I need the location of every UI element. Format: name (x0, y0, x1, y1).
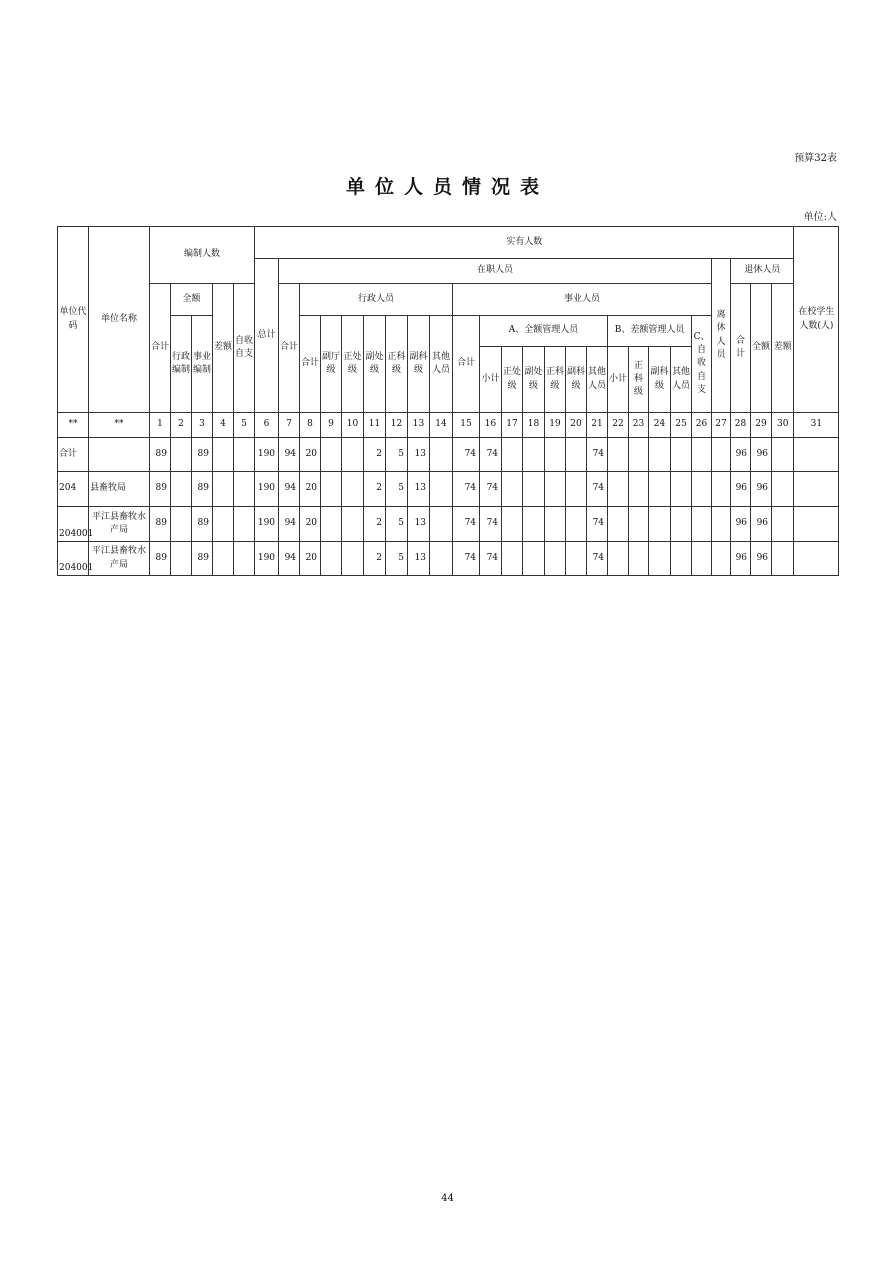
value-cell (545, 438, 566, 472)
value-cell (629, 472, 649, 507)
value-cell: 20 (300, 472, 321, 507)
value-cell: 96 (731, 507, 751, 542)
value-cell: 94 (279, 438, 300, 472)
value-cell (566, 438, 587, 472)
table-row (58, 542, 839, 576)
value-cell: 74 (453, 542, 480, 576)
value-cell (692, 472, 712, 507)
value-cell (171, 542, 192, 576)
value-cell (712, 507, 731, 542)
seq-cell: ** (58, 413, 89, 438)
value-cell: 96 (731, 438, 751, 472)
value-cell: 13 (408, 438, 430, 472)
value-cell: 96 (751, 507, 772, 542)
value-cell: 74 (480, 542, 502, 576)
value-cell (321, 542, 342, 576)
value-cell (213, 542, 234, 576)
seq-cell: 17 (502, 413, 523, 438)
value-cell (692, 507, 712, 542)
header-a-subtotal: 小计 (480, 347, 502, 413)
value-cell (342, 472, 364, 507)
value-cell (772, 507, 794, 542)
value-cell (502, 438, 523, 472)
value-cell (234, 472, 255, 507)
value-cell: 74 (453, 507, 480, 542)
value-cell (502, 472, 523, 507)
header-ret-diff: 差额 (772, 284, 794, 413)
header-b-other: 其他人员 (671, 347, 692, 413)
value-cell (430, 438, 453, 472)
value-cell (342, 438, 364, 472)
value-cell: 74 (587, 472, 608, 507)
value-cell: 89 (192, 507, 213, 542)
value-cell: 96 (751, 438, 772, 472)
header-b-subtotal: 小计 (608, 347, 629, 413)
header-admin: 行政人员 (300, 284, 453, 316)
header-unit-code: 单位代码 (58, 227, 89, 413)
seq-cell: 9 (321, 413, 342, 438)
value-cell: 94 (279, 507, 300, 542)
unit-code-cell: 204001 (58, 542, 89, 576)
header-actual: 实有人数 (255, 227, 794, 259)
value-cell: 2 (364, 472, 386, 507)
seq-cell: 28 (731, 413, 751, 438)
header-a-vice-div: 副处级 (523, 347, 545, 413)
table-body (58, 438, 839, 576)
value-cell (342, 542, 364, 576)
header-ret-total: 合计 (731, 284, 751, 413)
value-cell: 74 (587, 507, 608, 542)
value-cell: 74 (480, 438, 502, 472)
value-cell (772, 542, 794, 576)
value-cell: 94 (279, 472, 300, 507)
value-cell (523, 472, 545, 507)
header-admin-total: 合计 (300, 316, 321, 413)
value-cell: 20 (300, 542, 321, 576)
table-row (58, 472, 839, 507)
value-cell: 89 (192, 542, 213, 576)
unit-name-cell: 县畜牧局 (89, 472, 150, 507)
value-cell: 74 (480, 472, 502, 507)
seq-cell: 25 (671, 413, 692, 438)
value-cell (649, 438, 671, 472)
header-retired: 退休人员 (731, 259, 794, 284)
value-cell: 89 (150, 507, 171, 542)
header-est-total: 合计 (150, 284, 171, 413)
value-cell (523, 507, 545, 542)
value-cell: 74 (480, 507, 502, 542)
value-cell (649, 507, 671, 542)
value-cell (712, 438, 731, 472)
value-cell (234, 507, 255, 542)
header-institution: 事业人员 (453, 284, 712, 316)
unit-code-cell: 合计 (58, 438, 89, 472)
unit-name-cell: 平江县畜牧水产局 (89, 507, 150, 542)
seq-cell: 11 (364, 413, 386, 438)
seq-cell: 13 (408, 413, 430, 438)
value-cell: 5 (386, 438, 408, 472)
seq-cell: 3 (192, 413, 213, 438)
seq-cell: 31 (794, 413, 839, 438)
value-cell: 89 (192, 472, 213, 507)
header-students: 在校学生人数(人) (794, 227, 839, 413)
value-cell: 94 (279, 542, 300, 576)
seq-cell: 21 (587, 413, 608, 438)
value-cell (171, 438, 192, 472)
header-diff: 差额 (213, 284, 234, 413)
value-cell (171, 472, 192, 507)
value-cell (671, 438, 692, 472)
header-inst-estab: 事业编制 (192, 316, 213, 413)
value-cell: 96 (751, 542, 772, 576)
value-cell (430, 472, 453, 507)
value-cell (523, 542, 545, 576)
value-cell (692, 438, 712, 472)
table-row (58, 438, 839, 472)
value-cell (234, 438, 255, 472)
header-inst-total: 合计 (453, 316, 480, 413)
value-cell: 74 (587, 438, 608, 472)
value-cell: 13 (408, 542, 430, 576)
unit-name-cell: 平江县畜牧水产局 (89, 542, 150, 576)
seq-cell: 4 (213, 413, 234, 438)
value-cell: 190 (255, 438, 279, 472)
value-cell (213, 472, 234, 507)
header-div-chief: 正处级 (342, 316, 364, 413)
value-cell: 74 (453, 472, 480, 507)
unit-name-cell (89, 438, 150, 472)
header-admin-estab: 行政编制 (171, 316, 192, 413)
header-in-service: 在职人员 (279, 259, 712, 284)
seq-cell: 18 (523, 413, 545, 438)
value-cell: 2 (364, 438, 386, 472)
header-full: 全额 (171, 284, 213, 316)
header-a-sect-chief: 正科级 (545, 347, 566, 413)
header-unit-name: 单位名称 (89, 227, 150, 413)
header-a-group: A、全额管理人员 (480, 316, 608, 347)
seq-cell: 6 (255, 413, 279, 438)
value-cell (545, 507, 566, 542)
value-cell: 5 (386, 472, 408, 507)
value-cell (608, 472, 629, 507)
value-cell (213, 438, 234, 472)
value-cell: 89 (192, 438, 213, 472)
seq-cell: 5 (234, 413, 255, 438)
header-b-sect-chief: 正科级 (629, 347, 649, 413)
value-cell (234, 542, 255, 576)
value-cell: 96 (731, 472, 751, 507)
seq-cell: 23 (629, 413, 649, 438)
value-cell (629, 542, 649, 576)
header-c-group: C、自收自支 (692, 316, 712, 413)
seq-cell: 26 (692, 413, 712, 438)
seq-cell: 29 (751, 413, 772, 438)
value-cell: 89 (150, 438, 171, 472)
seq-cell: 20 (566, 413, 587, 438)
header-vice-sect: 副科级 (408, 316, 430, 413)
value-cell: 96 (751, 472, 772, 507)
seq-cell: 14 (430, 413, 453, 438)
value-cell: 190 (255, 542, 279, 576)
value-cell (321, 472, 342, 507)
seq-cell: 7 (279, 413, 300, 438)
table-row (58, 507, 839, 542)
value-cell: 89 (150, 472, 171, 507)
value-cell: 190 (255, 472, 279, 507)
value-cell (545, 542, 566, 576)
value-cell: 5 (386, 542, 408, 576)
header-establishment: 编制人数 (150, 227, 255, 284)
seq-cell: 30 (772, 413, 794, 438)
value-cell (502, 542, 523, 576)
value-cell (692, 542, 712, 576)
header-vice-div: 副处级 (364, 316, 386, 413)
value-cell (794, 438, 839, 472)
value-cell (171, 507, 192, 542)
header-b-vice-sect: 副科级 (649, 347, 671, 413)
value-cell: 96 (731, 542, 751, 576)
seq-cell: 1 (150, 413, 171, 438)
seq-cell: 24 (649, 413, 671, 438)
value-cell: 190 (255, 507, 279, 542)
header-grand-total: 总计 (255, 259, 279, 413)
page-title: 单位人员情况表 (345, 176, 549, 198)
value-cell (649, 542, 671, 576)
personnel-table (57, 226, 839, 576)
seq-cell: 2 (171, 413, 192, 438)
value-cell (502, 507, 523, 542)
value-cell (794, 507, 839, 542)
header-separated: 离休人员 (712, 259, 731, 413)
value-cell (772, 438, 794, 472)
value-cell (566, 507, 587, 542)
header-b-group: B、差额管理人员 (608, 316, 692, 347)
value-cell: 2 (364, 507, 386, 542)
header-self-support: 自收自支 (234, 284, 255, 413)
value-cell (671, 507, 692, 542)
value-cell: 13 (408, 507, 430, 542)
value-cell: 20 (300, 438, 321, 472)
seq-cell: 16 (480, 413, 502, 438)
header-sect-chief: 正科级 (386, 316, 408, 413)
seq-cell: 19 (545, 413, 566, 438)
sequence-row (58, 413, 839, 438)
value-cell: 2 (364, 542, 386, 576)
value-cell (321, 507, 342, 542)
value-cell (629, 507, 649, 542)
seq-cell: 15 (453, 413, 480, 438)
unit-label: 单位:人 (803, 212, 837, 223)
value-cell (608, 438, 629, 472)
header-a-vice-sect: 副科级 (566, 347, 587, 413)
value-cell: 74 (453, 438, 480, 472)
seq-cell: 12 (386, 413, 408, 438)
value-cell (566, 472, 587, 507)
header-inservice-total: 合计 (279, 284, 300, 413)
value-cell (608, 507, 629, 542)
header-a-other: 其他人员 (587, 347, 608, 413)
seq-cell: 10 (342, 413, 364, 438)
value-cell (794, 472, 839, 507)
seq-cell: 27 (712, 413, 731, 438)
value-cell (649, 472, 671, 507)
value-cell (430, 507, 453, 542)
page-number: 44 (441, 1193, 454, 1204)
value-cell (772, 472, 794, 507)
value-cell: 89 (150, 542, 171, 576)
value-cell: 74 (587, 542, 608, 576)
value-cell (321, 438, 342, 472)
value-cell (213, 507, 234, 542)
seq-cell: 22 (608, 413, 629, 438)
value-cell (523, 438, 545, 472)
header-ret-full: 全额 (751, 284, 772, 413)
unit-code-cell: 204001 (58, 507, 89, 542)
value-cell: 20 (300, 507, 321, 542)
unit-code-cell: 204 (58, 472, 89, 507)
header-admin-other: 其他人员 (430, 316, 453, 413)
value-cell (671, 472, 692, 507)
seq-cell: ** (89, 413, 150, 438)
value-cell (712, 472, 731, 507)
value-cell (608, 542, 629, 576)
value-cell (671, 542, 692, 576)
header-a-div-chief: 正处级 (502, 347, 523, 413)
value-cell (430, 542, 453, 576)
value-cell (629, 438, 649, 472)
header-vice-dept: 副厅级 (321, 316, 342, 413)
value-cell (566, 542, 587, 576)
value-cell: 13 (408, 472, 430, 507)
seq-cell: 8 (300, 413, 321, 438)
value-cell (794, 542, 839, 576)
table-code-label: 预算32表 (794, 153, 837, 164)
value-cell (342, 507, 364, 542)
value-cell (712, 542, 731, 576)
value-cell (545, 472, 566, 507)
value-cell: 5 (386, 507, 408, 542)
